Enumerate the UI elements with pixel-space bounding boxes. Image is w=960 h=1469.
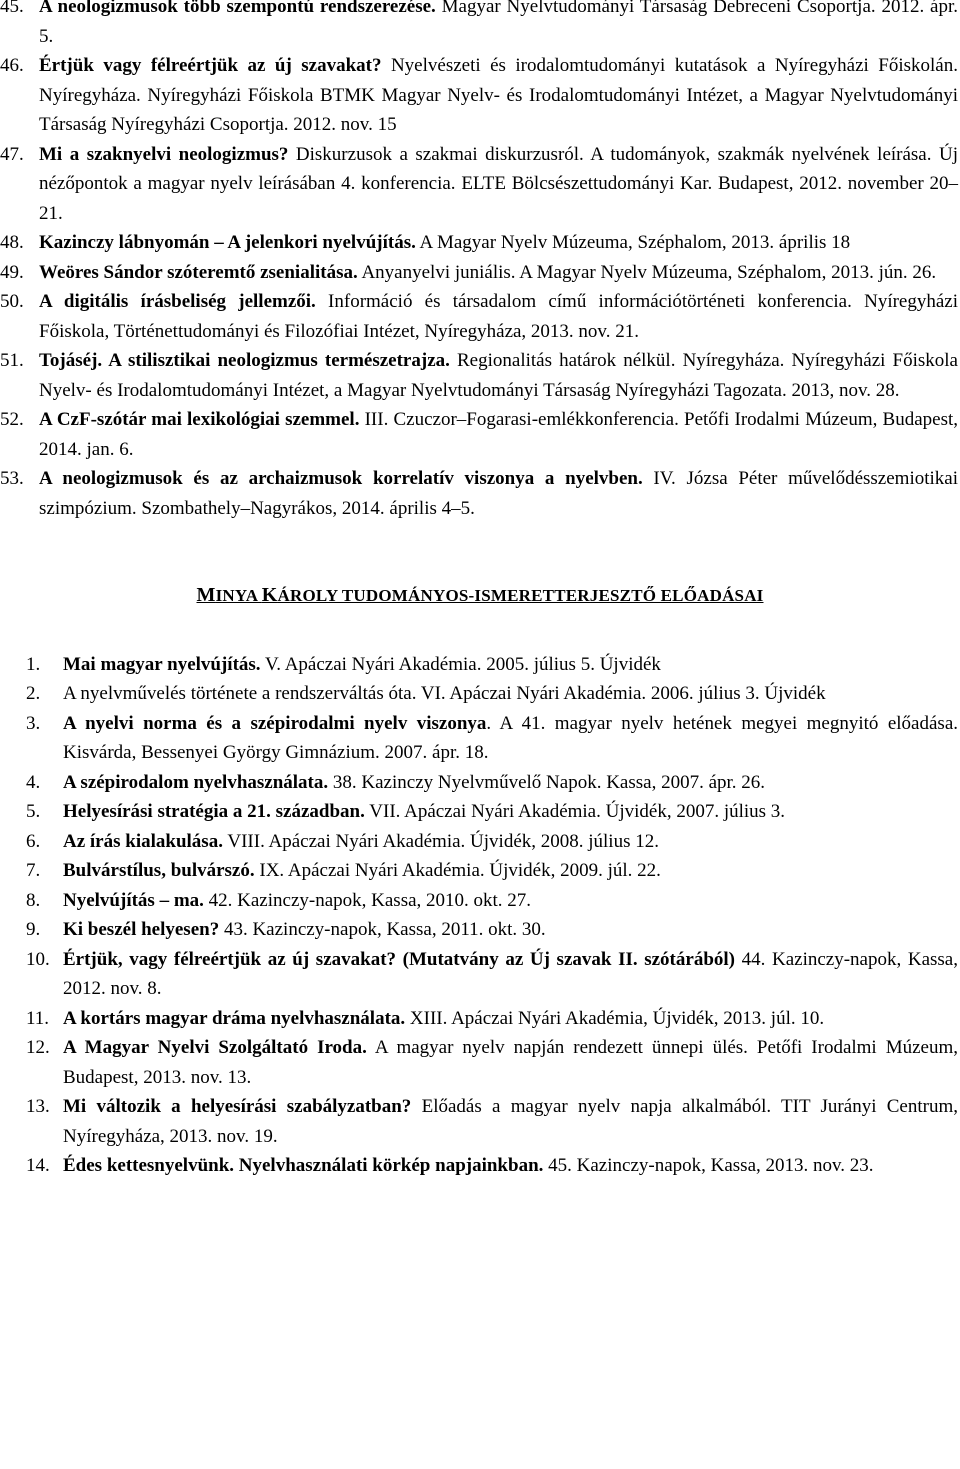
item-details: 44. Kazinczy-napok, Kassa, 2012. nov. 8.	[63, 948, 958, 999]
item-title: A nyelvi norma és a szépirodalmi nyelv viszonya	[63, 712, 487, 734]
item-details: XIII. Apáczai Nyári Akadémia, Újvidék, 2013. júl. 10.	[405, 1007, 825, 1029]
item-title: A Magyar Nyelvi Szolgáltató Iroda.	[63, 1037, 367, 1058]
item-title: Értjük vagy félreértjük az új szavakat?	[39, 55, 382, 76]
item-details: III. Czuczor–Fogarasi-emlékkonferencia. Petőfi Irodalmi Múzeum, Budapest, 2014. jan. 6.	[39, 409, 958, 460]
item-details: A magyar nyelv napján rendezett ünnepi ülés. Petőfi Irodalmi Múzeum, Budapest, 2013. nov. 13.	[63, 1037, 958, 1088]
list-item	[0, 679, 958, 709]
item-number: 12.	[26, 1037, 50, 1058]
item-text	[63, 679, 958, 709]
item-details: VII. Apáczai Nyári Akadémia. Újvidék, 2007. július 3.	[364, 801, 786, 822]
item-details: V. Apáczai Nyári Akadémia. 2005. július 5. Újvidék	[260, 653, 661, 675]
item-title: Bulvárstílus, bulvárszó.	[63, 860, 255, 881]
item-title: Értjük, vagy félreértjük az új szavakat? (Mutatvány az Új szavak II. szótárából)	[63, 948, 735, 970]
item-title: Az írás kialakulása.	[63, 830, 223, 852]
list-item	[0, 915, 958, 945]
item-text	[39, 464, 958, 523]
list-item	[0, 709, 958, 768]
section-heading	[0, 581, 960, 611]
item-text	[63, 945, 958, 1004]
list-item	[0, 797, 958, 827]
item-details: Magyar Nyelvtudományi Társaság Debreceni Csoportja. 2012. ápr. 5.	[39, 0, 959, 47]
heading-part: ÁROLY TUDOMÁNYOS-ISMERETTERJESZTŐ ELŐADÁSAI	[277, 586, 764, 605]
item-title: Tojáséj. A stilisztikai neologizmus természetrajza.	[39, 350, 450, 371]
list-item	[0, 0, 958, 51]
item-details: 45. Kazinczy-napok, Kassa, 2013. nov. 23.	[543, 1155, 874, 1176]
item-number: 3.	[26, 712, 41, 734]
item-text	[63, 650, 958, 680]
list-item	[0, 346, 958, 405]
item-title: Mai magyar nyelvújítás.	[63, 653, 261, 675]
item-details: Diskurzusok a szakmai diskurzusról. A tudományok, szakmák nyelvének leírása. Új nézőpontok a magyar nyelv leírásában 4. konferencia. ELTE Bölcsészettudományi Kar. Budapest, 2012. november 20–21.	[39, 143, 958, 224]
item-text	[63, 1092, 958, 1151]
item-title: Édes kettesnyelvünk. Nyelvhasználati körkép napjainkban.	[63, 1155, 544, 1176]
list-item	[0, 768, 958, 798]
item-details: 38. Kazinczy Nyelvművelő Napok. Kassa, 2007. ápr. 26.	[328, 771, 766, 793]
item-number: 13.	[26, 1096, 50, 1117]
item-title: A szépirodalom nyelvhasználata.	[63, 771, 329, 793]
item-title: A digitális írásbeliség jellemzői.	[39, 291, 316, 312]
item-number: 11.	[26, 1007, 50, 1029]
item-number: 50.	[0, 291, 24, 312]
item-title: Weöres Sándor szóteremtő zsenialitása.	[39, 261, 358, 283]
item-number: 51.	[0, 350, 24, 371]
item-number: 52.	[0, 409, 24, 430]
item-text	[39, 287, 958, 346]
list-item	[0, 1092, 958, 1151]
item-number: 45.	[0, 0, 24, 17]
list-item	[0, 464, 958, 523]
item-text	[39, 258, 958, 288]
item-details: 42. Kazinczy-napok, Kassa, 2010. okt. 27.	[203, 889, 532, 911]
item-title: A neologizmusok több szempontú rendszerezése.	[39, 0, 436, 17]
item-number: 2.	[26, 683, 41, 704]
item-title: A kortárs magyar dráma nyelvhasználata.	[63, 1007, 406, 1029]
item-text	[39, 140, 958, 229]
item-text	[63, 768, 958, 798]
item-number: 46.	[0, 55, 24, 76]
item-details: Előadás a magyar nyelv napja alkalmából. TIT Jurányi Centrum, Nyíregyháza, 2013. nov. 19.	[63, 1096, 958, 1147]
list-item	[0, 827, 958, 857]
item-text	[63, 709, 958, 768]
item-number: 5.	[26, 801, 41, 822]
item-title: A CzF-szótár mai lexikológiai szemmel.	[39, 409, 360, 430]
item-title: Helyesírási stratégia a 21. században.	[63, 801, 365, 822]
heading-part: M	[196, 584, 216, 606]
item-number: 9.	[26, 919, 41, 940]
list-item	[0, 405, 958, 464]
heading-part: INYA	[215, 586, 262, 605]
item-details: IV. Józsa Péter művelődésszemiotikai szimpózium. Szombathely–Nagyrákos, 2014. április 4–5.	[39, 468, 958, 519]
list-item	[0, 945, 958, 1004]
item-number: 53.	[0, 468, 24, 489]
item-text	[63, 1004, 958, 1034]
item-details: 43. Kazinczy-napok, Kassa, 2011. okt. 30.	[219, 919, 546, 940]
item-title: Mi változik a helyesírási szabályzatban?	[63, 1096, 412, 1117]
item-number: 1.	[26, 653, 41, 675]
item-text	[63, 1033, 958, 1092]
item-number: 48.	[0, 232, 24, 253]
item-title: Ki beszél helyesen?	[63, 919, 220, 940]
list-item	[0, 1151, 958, 1181]
list-item	[0, 1004, 958, 1034]
item-number: 47.	[0, 143, 24, 165]
item-details: . A 41. magyar nyelv hetének megyei megnyitó előadása. Kisvárda, Bessenyei György Gimnázium. 2007. ápr. 18.	[63, 712, 958, 763]
item-details: Anyanyelvi juniális. A Magyar Nyelv Múzeuma, Széphalom, 2013. jún. 26.	[357, 261, 937, 283]
list-item	[0, 228, 958, 258]
item-number: 8.	[26, 889, 41, 911]
item-title: Nyelvújítás – ma.	[63, 889, 204, 911]
item-text	[39, 51, 958, 140]
item-text	[63, 856, 958, 886]
item-text	[39, 346, 958, 405]
item-text	[63, 1151, 958, 1181]
list-item	[0, 140, 958, 229]
heading-part: K	[261, 584, 278, 606]
item-text	[63, 797, 958, 827]
list-item	[0, 287, 958, 346]
item-details: Információ és társadalom című információtörténeti konferencia. Nyíregyházi Főiskola, Történettudományi és Filozófiai Intézet, Nyíregyháza, 2013. nov. 21.	[39, 291, 958, 342]
item-details: A nyelvművelés története a rendszerváltás óta. VI. Apáczai Nyári Akadémia. 2006. július 3. Újvidék	[63, 683, 826, 704]
item-title: Mi a szaknyelvi neologizmus?	[39, 143, 289, 165]
list-item	[0, 650, 958, 680]
list-item	[0, 51, 958, 140]
item-text	[39, 0, 958, 51]
item-number: 4.	[26, 771, 41, 793]
item-text	[63, 915, 958, 945]
item-number: 49.	[0, 261, 24, 283]
list-item	[0, 258, 958, 288]
item-details: Nyelvészeti és irodalomtudományi kutatások a Nyíregyházi Főiskolán. Nyíregyháza. Nyíregyházi Főiskola BTMK Magyar Nyelv- és Irodalomtudományi Intézet, a Magyar Nyelvtudományi Társaság Nyíregyházi Csoportja. 2012. nov. 15	[39, 55, 958, 135]
list-item	[0, 856, 958, 886]
item-details: VIII. Apáczai Nyári Akadémia. Újvidék, 2008. július 12.	[222, 830, 659, 852]
item-details: Regionalitás határok nélkül. Nyíregyháza. Nyíregyházi Főiskola Nyelv- és Irodalomtudományi Intézet, a Magyar Nyelvtudományi Társaság Nyíregyházi Tagozata. 2013, nov. 28.	[39, 350, 958, 401]
list-item	[0, 1033, 958, 1092]
item-title: A neologizmusok és az archaizmusok korrelatív viszonya a nyelvben.	[39, 468, 643, 489]
item-text	[63, 886, 958, 916]
item-text	[39, 405, 958, 464]
lecture-list-continued	[0, 0, 960, 523]
list-item	[0, 886, 958, 916]
popular-science-lecture-list	[0, 650, 960, 1181]
item-details: A Magyar Nyelv Múzeuma, Széphalom, 2013. április 18	[415, 232, 851, 253]
item-number: 14.	[26, 1155, 50, 1176]
item-number: 7.	[26, 860, 41, 881]
item-details: IX. Apáczai Nyári Akadémia. Újvidék, 2009. júl. 22.	[254, 860, 661, 881]
item-text	[39, 228, 958, 258]
item-text	[63, 827, 958, 857]
item-number: 6.	[26, 830, 41, 852]
item-number: 10.	[26, 948, 50, 970]
item-title: Kazinczy lábnyomán – A jelenkori nyelvújítás.	[39, 232, 416, 253]
